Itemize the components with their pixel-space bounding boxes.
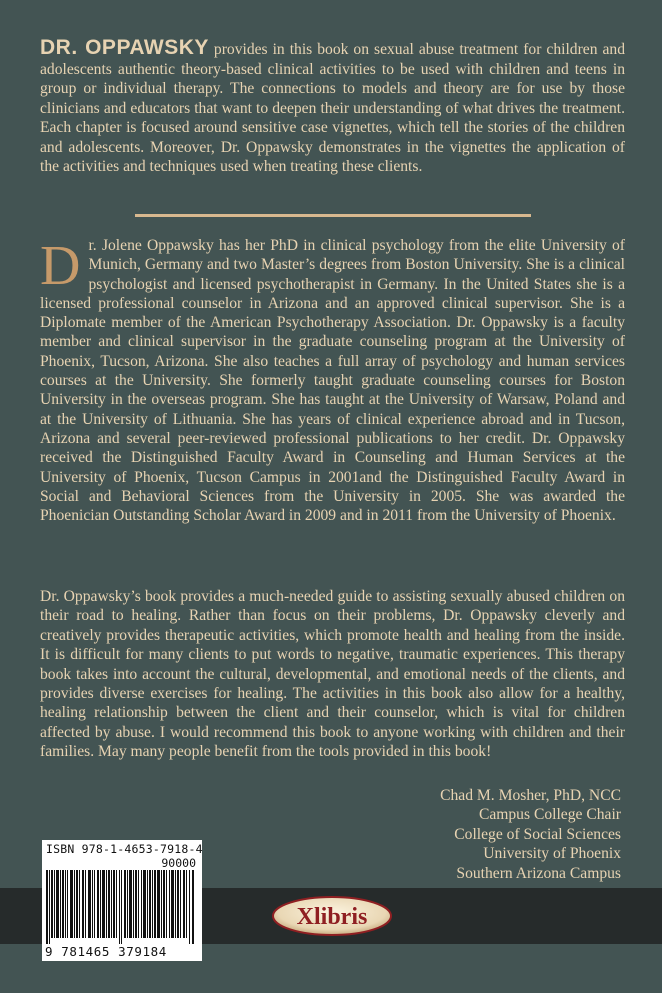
author-lead: DR. OPPAWSKY [40, 36, 209, 59]
barcode-bar [54, 870, 55, 938]
barcode-bar [111, 870, 112, 938]
reviewer-signature [321, 786, 621, 883]
barcode-bar [152, 870, 153, 938]
barcode-bar [82, 870, 84, 938]
barcode-bar [133, 870, 134, 938]
barcode-bar [76, 870, 78, 938]
barcode-bar [141, 870, 142, 938]
ean-digits: 9 781465 379184 [45, 944, 167, 959]
barcode-bar [189, 870, 190, 944]
barcode-bar [127, 870, 128, 938]
drop-cap: D [40, 235, 81, 297]
barcode-bar [171, 870, 174, 938]
barcode-bar [175, 870, 176, 938]
barcode-bars [46, 870, 198, 944]
barcode-bar [56, 870, 59, 938]
barcode-bar [70, 870, 73, 938]
barcode-bar [92, 870, 93, 938]
reviewer-title: Campus College Chair [478, 806, 621, 824]
barcode-bar [180, 870, 181, 938]
barcode-bar [154, 870, 156, 938]
isbn-barcode [42, 840, 202, 961]
barcode-bar [94, 870, 95, 938]
barcode-bar [157, 870, 160, 938]
xlibris-logo [271, 895, 393, 937]
barcode-bar [147, 870, 148, 938]
barcode-bar [100, 870, 101, 938]
barcode-bar [67, 870, 68, 938]
isbn-number: ISBN 978-1-4653-7918-4 [46, 842, 203, 856]
barcode-bar [169, 870, 170, 938]
barcode-bar [183, 870, 185, 938]
reviewer-university: University of Phoenix [483, 845, 621, 863]
bio-text: r. Jolene Oppawsky has her PhD in clinical psychology from the elite University of Munich, Germany and two Master’s degrees from Boston University. She is a clinical psychologist and licensed psychotherapist in Germany. In the United States she is a licensed professional counselor in Arizona and an approved clinical supervisor. She is a Diplomate member of the American Psychotherapy Association. Dr. Oppawsky is a faculty member and clinical supervisor in the graduate counseling program at the University of Phoenix, Tucson, Arizona. She also teaches a full array of psychology and human services courses at the University. She formerly taught graduate counseling courses for Boston University in the overseas program. She has taught at the University of Warsaw, Poland and at the University of Lithuania. She has years of clinical experience abroad and in Tucson, Arizona and several peer-reviewed professional publications to her credit. Dr. Oppawsky received the Distinguished Faculty Award in Counseling and Human Services at the University of Phoenix, Tucson Campus in 2001and the Distinguished Faculty Award in Social and Behavioral Sciences from the University in 2005. She was awarded the Phoenician Outstanding Scholar Award in 2009 and in 2011 from the University of Phoenix. [40, 237, 625, 525]
barcode-bar [124, 870, 126, 938]
blurb-text: provides in this book on sexual abuse treatment for children and adolescents authentic theory-based clinical activities to be used with children and teens in group or individual therapy. The connections to models and theory are for use by those clinicians and educators that want to deepen their understanding of what drives the treatment. Each chapter is focused around sensitive case vignettes, which tell the stories of the children and adolescents. Moreover, Dr. Oppawsky demonstrates in the vignettes the application of the activities and techniques used when treating these clients. [40, 41, 626, 175]
publisher-logo-text: Xlibris [296, 904, 368, 930]
barcode-bar [108, 870, 110, 938]
review-text: Dr. Oppawsky’s book provides a much-needed guide to assisting sexually abused children on their road to healing. Rather than focus on their problems, Dr. Oppawsky cleverly and creatively provides therapeutic activities, which promote health and healing from the inside. It is difficult for many clients to put words to negative, traumatic experiences. This therapy book takes into account the cultural, developmental, and emotional needs of the clients, and provides diverse exercises for healing. The activities in this book also allow for a healthy, healing relationship between the client and their counselor, which is vital for children affected by abuse. I would recommend this book to anyone working with children and their families. May many people benefit from the tools provided in this book! [40, 588, 625, 761]
barcode-bar [186, 870, 187, 938]
barcode-bar [129, 870, 132, 938]
barcode-bar [113, 870, 115, 938]
reviewer-name: Chad M. Mosher, PhD, NCC [440, 787, 621, 804]
barcode-bar [79, 870, 80, 938]
barcode-bar [135, 870, 137, 938]
barcode-bar [121, 870, 122, 944]
barcode-bar [97, 870, 99, 938]
barcode-bar [116, 870, 117, 938]
barcode-bar [102, 870, 105, 938]
bio-paragraph [40, 236, 625, 525]
barcode-bar [143, 870, 146, 938]
reviewer-college: College of Social Sciences [454, 825, 621, 843]
barcode-bar [166, 870, 167, 938]
divider-rule [135, 214, 531, 217]
barcode-bar [46, 870, 48, 944]
barcode-bar [161, 870, 162, 938]
barcode-bar [60, 870, 61, 938]
barcode-bar [106, 870, 107, 938]
barcode-bar [177, 870, 179, 938]
barcode-bar [119, 870, 120, 944]
reviewer-campus: Southern Arizona Campus [456, 864, 621, 882]
barcode-bar [138, 870, 139, 938]
barcode-bar [88, 870, 91, 938]
blurb-paragraph [40, 38, 625, 177]
barcode-bar [65, 870, 66, 938]
barcode-bar [51, 870, 53, 938]
price-code: 90000 [161, 856, 196, 870]
barcode-bar [74, 870, 75, 938]
barcode-bar [85, 870, 86, 938]
review-paragraph [40, 587, 625, 762]
barcode-bar [62, 870, 64, 938]
barcode-bar [49, 870, 50, 944]
barcode-bar [149, 870, 151, 938]
barcode-bar [192, 870, 194, 944]
barcode-bar [163, 870, 165, 938]
